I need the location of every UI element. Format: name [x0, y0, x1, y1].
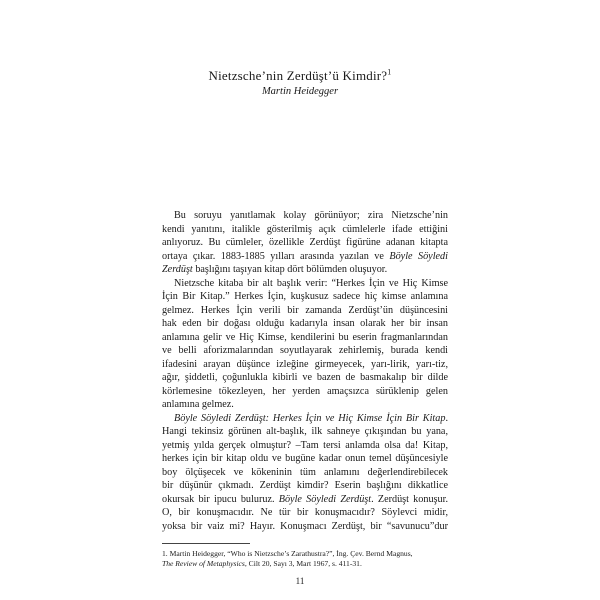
- body-line: Hangi tekinsiz görünen alt-başlık, ilk sahneye çıkışından bu yana,: [162, 426, 448, 437]
- body-line: ve belli aforizmalarından soyutlayarak zehirlemiş, burada kendi: [162, 345, 448, 356]
- body-line: [162, 263, 448, 277]
- body-line: anlıyoruz. Bu cümleler, özellikle Zerdüşt figürüne adanan kitapta: [162, 237, 448, 248]
- body-line: körlemesine tökezleyen, her yerden amaçsızca sürüklenip gelen: [162, 385, 448, 397]
- body-line: İçin Bir Kitap.” Herkes İçin, kuşkusuz sadece hiç kimse anlamına: [162, 291, 448, 302]
- footnote-marker: 1: [387, 67, 392, 77]
- body-line: boy ölçüşecek ve kökeninin tüm anlamını değerlendirebilecek: [162, 466, 448, 478]
- italic-book-title: Böyle Söyledi Zerdüşt: Herkes İçin ve Hiç Kimse İçin Bir Kitap: [174, 412, 446, 424]
- footnote-divider: [162, 543, 250, 544]
- italic-book-title: Zerdüşt: [162, 264, 193, 275]
- author-name: Martin Heidegger: [261, 86, 339, 97]
- body-line: Nietzsche kitaba bir alt başlık verir: “Herkes İçin ve Hiç Kimse: [174, 277, 448, 289]
- body-line: yoksa bir vaiz mi? Hayır. Konuşmacı Zerdüşt, bir “savunucu”dur: [162, 520, 448, 532]
- body-line: hak eden bir doğası olduğu kadarıyla insan olarak her bir insan: [162, 318, 448, 329]
- body-line-text: okursak bir ipucu buluruz.: [162, 493, 279, 505]
- journal-title: The Review of Metaphysics: [162, 559, 245, 568]
- body-line: bir düşünür çıkmadı. Zerdüşt kimdir? Eserin başlığını dikkatlice: [162, 480, 448, 491]
- body-line: O, bir konuşmacıdır. Ne tür bir konuşmacıdır? Söylevci midir,: [162, 507, 448, 518]
- footnote-citation: , Cilt 20, Sayı 3, Mart 1967, s. 411-31.: [244, 559, 362, 568]
- italic-book-title: Böyle Söyledi Zerdüşt: [278, 493, 372, 505]
- footnote-line: [162, 559, 448, 569]
- body-line: ifadesini arayan düşünce izleğine girmeyecek, yarı-lirik, yarı-tiz,: [162, 358, 448, 370]
- body-line: yetmiş yılda gerçek olmuştur? –Tam tersi anlamda olsa da! Kitap,: [162, 439, 448, 451]
- body-line-text: .: [445, 412, 448, 424]
- body-line-text: . Zerdüşt konuşur.: [371, 493, 448, 505]
- body-line: Bu soruyu yanıtlamak kolay görünüyor; zira Nietzsche’nin: [174, 210, 448, 221]
- body-line: [162, 493, 448, 507]
- body-line-text: başlığını taşıyan kitap dört bölümden oluşuyor.: [195, 264, 388, 275]
- chapter-title: [0, 68, 600, 84]
- body-line: [162, 412, 448, 426]
- body-line: ağır, şiddetli, çoğunlukla kibirli ve bazen de basmakalıp bir dilde: [162, 372, 448, 383]
- chapter-title-text: Nietzsche’nin Zerdüşt’ü Kimdir?: [208, 68, 388, 83]
- body-line: anlamına gelir ve Hiç Kimse, kendilerini bu eserin fragmanlarından: [162, 331, 448, 343]
- body-line: gelmez. Herkes İçin verili bir zamanda Zerdüşt’ün düşüncesini: [162, 304, 448, 316]
- page-number: 11: [295, 576, 305, 586]
- footnote: [162, 549, 448, 569]
- body-line: herkes için bir kitap oldu ve bugüne kadar onun temel düşüncesiyle: [162, 453, 448, 464]
- italic-book-title: Böyle Söyledi: [389, 250, 448, 262]
- body-line: kendi yanıtını, italikle gösterilmiş açık cümlelerle ifade ettiğini: [162, 223, 448, 235]
- footnote-line: 1. Martin Heidegger, “Who is Nietzsche’s Zarathustra?”, İng. Çev. Bernd Magnus,: [162, 549, 413, 558]
- body-line: [162, 250, 448, 264]
- body-line-text: ortaya çıkar. 1883-1885 yılları arasında yazılan ve: [162, 250, 390, 262]
- body-text: [162, 209, 448, 533]
- body-line: anlamına gelmez.: [162, 399, 234, 410]
